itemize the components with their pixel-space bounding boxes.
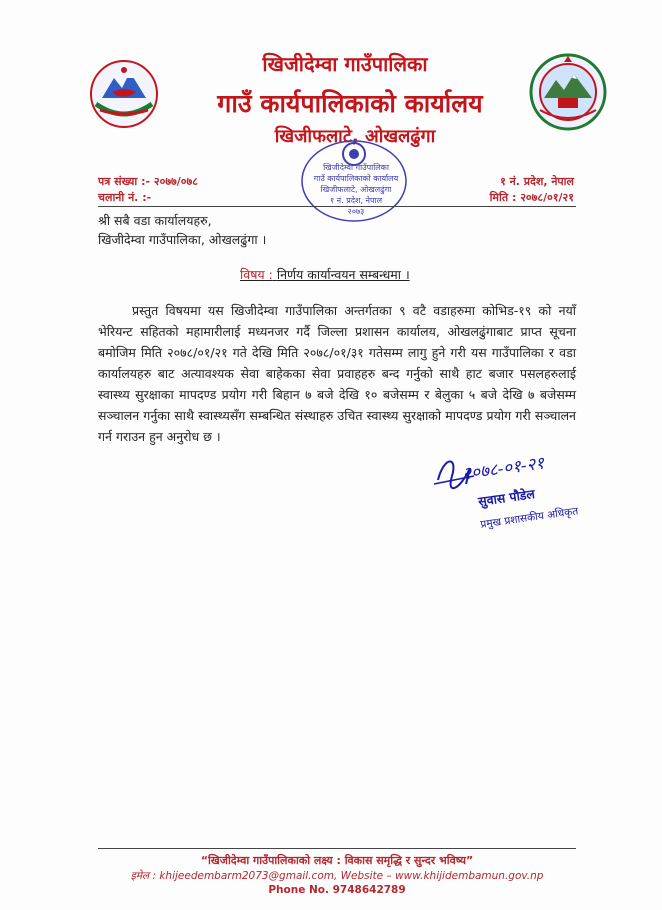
municipality-logo-icon <box>528 52 608 132</box>
footer-contact: इमेल : khijeedembarm2073@gmail.com, Website – www.khijidembamun.gov.np <box>130 870 544 882</box>
subject-text: निर्णय कार्यान्वयन सम्बन्धमा । <box>276 267 410 282</box>
signatory-title: प्रमुख प्रशासकीय अधिकृत <box>479 505 579 531</box>
stamp-line-3: खिजीफलाटे, ओखलढुंगा <box>320 185 392 194</box>
header-divider <box>98 206 576 207</box>
stamp-line-4: १ नं. प्रदेश, नेपाल <box>329 196 383 205</box>
letter-body: प्रस्तुत विषयमा यस खिजीदेम्वा गाउँपालिका अन्तर्गतका ९ वटै वडाहरुमा कोभिड-१९ को नयाँ भेरियन्ट सहितको महामारीलाई मध्यनजर गर्दै जिल्ला प्रशासन कार्यालय, ओखलढुंगाबाट प्राप्त सूचना बमोजिम मिति २०७८/०१/२१ गते देखि मिति २०७८/०१/३१ गतेसम्म लागु हुने गरी यस गाउँपालिका र वडा कार्यालयहरु बाट अत्यावश्यक सेवा बाहेकका सेवा प्रवाहहरु बन्द गर्नुको साथै हाट बजार पसलहरुलाई स्वास्थ्य सुरक्षाका मापदण्ड प्रयोग गरी बिहान ७ बजे देखि १० बजेसम्म र बेलुका ५ बजे देखि ७ बजेसम्म सञ्चालन गर्नुका साथै स्वास्थ्यसँग सम्बन्धित संस्थाहरु उचित स्वास्थ्य सुरक्षाको मापदण्ड प्रयोग गरी सञ्चालन गर्न गराउन हुन अनुरोध छ । <box>98 303 576 444</box>
subject-label: विषय : <box>240 267 273 282</box>
recipient-line-1: श्री सबै वडा कार्यालयहरु, <box>98 213 212 228</box>
stamp-year: २०७३ <box>347 207 365 216</box>
recipient-line-2: खिजीदेम्वा गाउँपालिका, ओखलढुंगा । <box>98 232 267 247</box>
reference-value: २०७७/०७८ <box>153 175 198 188</box>
footer-phone: Phone No. 9748642789 <box>268 884 406 896</box>
office-name: गाउँ कार्यपालिकाको कार्यालय <box>217 89 483 118</box>
dispatch-number <box>98 190 151 205</box>
dispatch-label: चलानी नं. :- <box>98 191 152 204</box>
footer-divider <box>98 848 576 849</box>
reference-number <box>98 174 198 189</box>
date-value: २०७८/०१/२१ <box>520 191 574 204</box>
municipality-name: खिजीदेम्वा गाउँपालिका <box>262 52 428 76</box>
stamp-line-2: गाउँ कार्यपालिकाको कार्यालय <box>313 174 399 183</box>
footer-motto: “खिजीदेम्वा गाउँपालिकाको लक्ष्य : विकास समृद्धि र सुन्दर भविष्य” <box>200 854 474 867</box>
office-location: खिजीफलाटे, ओखलढुंगा <box>274 126 436 147</box>
reference-label: पत्र संख्या :- <box>98 175 151 188</box>
signatory-name: सुवास पौडेल <box>477 486 536 509</box>
date-label: मिति : <box>489 191 517 204</box>
letter-date <box>490 190 574 205</box>
nepal-emblem-icon <box>88 58 160 130</box>
stamp-line-1: खिजीदेम्वा गाउँपालिका <box>323 163 389 172</box>
office-stamp <box>298 136 410 226</box>
province-label: १ नं. प्रदेश, नेपाल <box>500 175 574 188</box>
subject-line <box>240 266 410 283</box>
signature-date: २०७८-०१-२१ <box>461 453 546 485</box>
